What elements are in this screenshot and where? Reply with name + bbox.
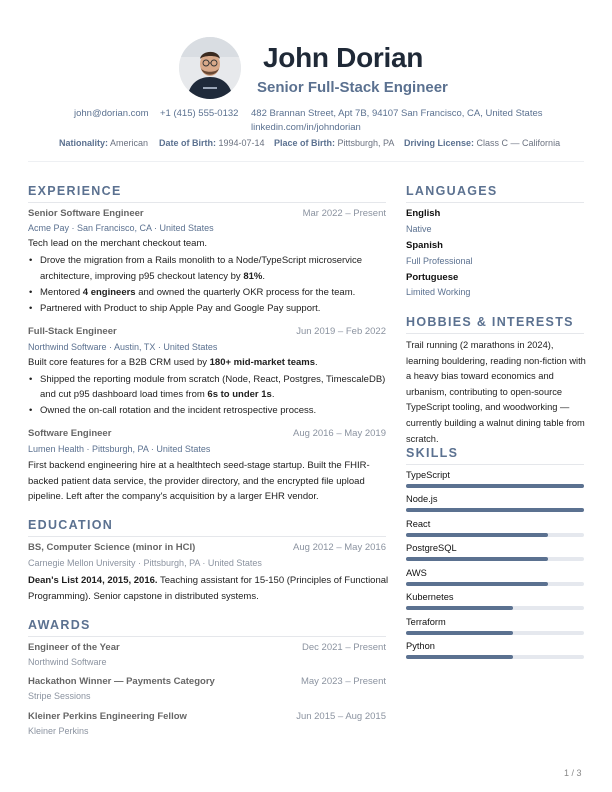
language-name-3: Portuguese xyxy=(406,272,459,283)
header-divider xyxy=(28,161,584,162)
section-rule xyxy=(406,464,584,465)
award-title-3: Kleiner Perkins Engineering Fellow xyxy=(28,711,187,722)
nationality xyxy=(59,138,148,148)
job-desc-3-line1: First backend engineering hire at a healthtech seed-stage startup. Built the FHIR- xyxy=(28,460,370,471)
skill-bar-fill xyxy=(406,582,548,586)
skill-bar-6 xyxy=(406,606,584,610)
award-org-1: Northwind Software xyxy=(28,657,107,667)
dob-label: Date of Birth: xyxy=(159,138,216,148)
job-bullet-1-1-cont: architecture, improving p95 checkout latency by 81%. xyxy=(40,271,265,282)
language-level-3: Limited Working xyxy=(406,287,471,297)
dob-value: 1994-07-14 xyxy=(218,138,265,148)
skill-label-5: AWS xyxy=(406,568,427,578)
section-title-experience: EXPERIENCE xyxy=(28,184,122,198)
job-bullet-2-2: • Owned the on-call rotation and the incident retrospective process. xyxy=(28,403,316,419)
license-label: Driving License: xyxy=(404,138,475,148)
address: 482 Brannan Street, Apt 7B, 94107 San Francisco, CA, United States xyxy=(251,108,543,119)
language-name-2: Spanish xyxy=(406,240,443,251)
skill-bar-fill xyxy=(406,655,513,659)
section-rule xyxy=(406,202,584,203)
skill-bar-fill xyxy=(406,484,584,488)
education-desc-line1: Dean's List 2014, 2015, 2016. Teaching assistant for 15-150 (Principles of Functional xyxy=(28,575,389,586)
language-name-1: English xyxy=(406,208,441,219)
school-name: Carnegie Mellon University · Pittsburgh, PA · United States xyxy=(28,558,262,568)
section-title-awards: AWARDS xyxy=(28,618,91,632)
section-title-languages: LANGUAGES xyxy=(406,184,498,198)
job-title-2: Full-Stack Engineer xyxy=(28,326,117,337)
skill-bar-3 xyxy=(406,533,584,537)
pob-value: Pittsburgh, PA xyxy=(337,138,395,148)
job-company-1: Acme Pay · San Francisco, CA · United States xyxy=(28,223,214,233)
job-company-3: Lumen Health · Pittsburgh, PA · United States xyxy=(28,444,211,454)
award-title-1: Engineer of the Year xyxy=(28,642,120,653)
skill-label-3: React xyxy=(406,519,431,529)
skill-bar-5 xyxy=(406,582,584,586)
award-dates-3: Jun 2015 – Aug 2015 xyxy=(296,711,386,722)
education-desc-line2: Programming). Senior capstone in distributed systems. xyxy=(28,591,259,602)
degree-dates: Aug 2012 – May 2016 xyxy=(293,542,386,553)
section-rule xyxy=(28,202,386,203)
skill-bar-4 xyxy=(406,557,584,561)
language-level-2: Full Professional xyxy=(406,256,473,266)
section-title-education: EDUCATION xyxy=(28,518,114,532)
section-rule xyxy=(28,536,386,537)
skill-bar-8 xyxy=(406,655,584,659)
section-title-skills: SKILLS xyxy=(406,446,459,460)
skill-label-7: Terraform xyxy=(406,617,446,627)
award-org-3: Kleiner Perkins xyxy=(28,726,89,736)
skill-label-4: PostgreSQL xyxy=(406,543,457,553)
skill-bar-fill xyxy=(406,557,548,561)
skill-label-6: Kubernetes xyxy=(406,592,454,602)
language-level-1: Native xyxy=(406,224,432,234)
job-bullet-1-1: • Drove the migration from a Rails monolith to a Node/TypeScript microservice xyxy=(28,253,362,269)
linkedin-link[interactable]: linkedin.com/in/johndorian xyxy=(251,122,361,133)
job-summary-1: Tech lead on the merchant checkout team. xyxy=(28,238,208,249)
nationality-label: Nationality: xyxy=(59,138,109,148)
skill-bar-2 xyxy=(406,508,584,512)
skill-bar-fill xyxy=(406,508,584,512)
pob-label: Place of Birth: xyxy=(274,138,336,148)
award-dates-1: Dec 2021 – Present xyxy=(302,642,386,653)
page-number: 1 / 3 xyxy=(564,768,582,778)
skill-bar-fill xyxy=(406,606,513,610)
job-bullet-2-1: • Shipped the reporting module from scratch (Node, React, Postgres, TimescaleDB) xyxy=(28,372,385,388)
skill-label-2: Node.js xyxy=(406,494,438,504)
job-title: Senior Full-Stack Engineer xyxy=(257,79,448,96)
job-title-1: Senior Software Engineer xyxy=(28,208,144,219)
license-value: Class C — California xyxy=(476,138,561,148)
driving-license xyxy=(404,138,560,148)
phone-number[interactable]: +1 (415) 555-0132 xyxy=(160,108,239,119)
job-desc-3-line2: backed patient data service, the provider directory, and the encrypted file upload xyxy=(28,476,365,487)
job-title-3: Software Engineer xyxy=(28,428,112,439)
award-title-2: Hackathon Winner — Payments Category xyxy=(28,676,215,687)
date-of-birth xyxy=(159,138,265,148)
skill-label-1: TypeScript xyxy=(406,470,450,480)
job-bullet-1-3: • Partnered with Product to ship Apple Pay and Google Pay support. xyxy=(28,301,320,317)
hobbies-text: Trail running (2 marathons in 2024), learning bouldering, reading non-fiction with a heavy bias toward economics and urbanism, contributing to open-source TypeScript tooling, and woodworking — currently building a walnut dining table from scratch. xyxy=(406,340,586,444)
job-bullet-1-2: • Mentored 4 engineers and owned the quarterly OKR process for the team. xyxy=(28,285,355,301)
job-dates-1: Mar 2022 – Present xyxy=(302,208,386,219)
award-dates-2: May 2023 – Present xyxy=(300,676,386,687)
job-summary-2: Built core features for a B2B CRM used by 180+ mid-market teams. xyxy=(28,357,318,368)
avatar xyxy=(179,37,241,99)
job-dates-2: Jun 2019 – Feb 2022 xyxy=(296,326,386,337)
skill-label-8: Python xyxy=(406,641,435,651)
skill-bar-fill xyxy=(406,631,513,635)
award-org-2: Stripe Sessions xyxy=(28,691,91,701)
job-desc-3-line3: pipeline. Left after the company's acquisition by a larger EHR vendor. xyxy=(28,491,319,502)
candidate-name: John Dorian xyxy=(263,42,424,73)
place-of-birth xyxy=(274,138,394,148)
degree-title: BS, Computer Science (minor in HCI) xyxy=(28,542,196,553)
job-bullet-2-1-cont: and cut p95 dashboard load times from 6s to under 1s. xyxy=(40,389,275,400)
skill-bar-7 xyxy=(406,631,584,635)
nationality-value: American xyxy=(110,138,149,148)
section-rule xyxy=(406,333,584,334)
email-link[interactable]: john@dorian.com xyxy=(74,108,149,119)
skill-bar-fill xyxy=(406,533,548,537)
job-company-2: Northwind Software · Austin, TX · United States xyxy=(28,342,218,352)
section-rule xyxy=(28,636,386,637)
section-title-hobbies: HOBBIES & INTERESTS xyxy=(406,315,574,329)
profile-photo xyxy=(179,37,241,99)
skill-bar-1 xyxy=(406,484,584,488)
job-dates-3: Aug 2016 – May 2019 xyxy=(293,428,386,439)
